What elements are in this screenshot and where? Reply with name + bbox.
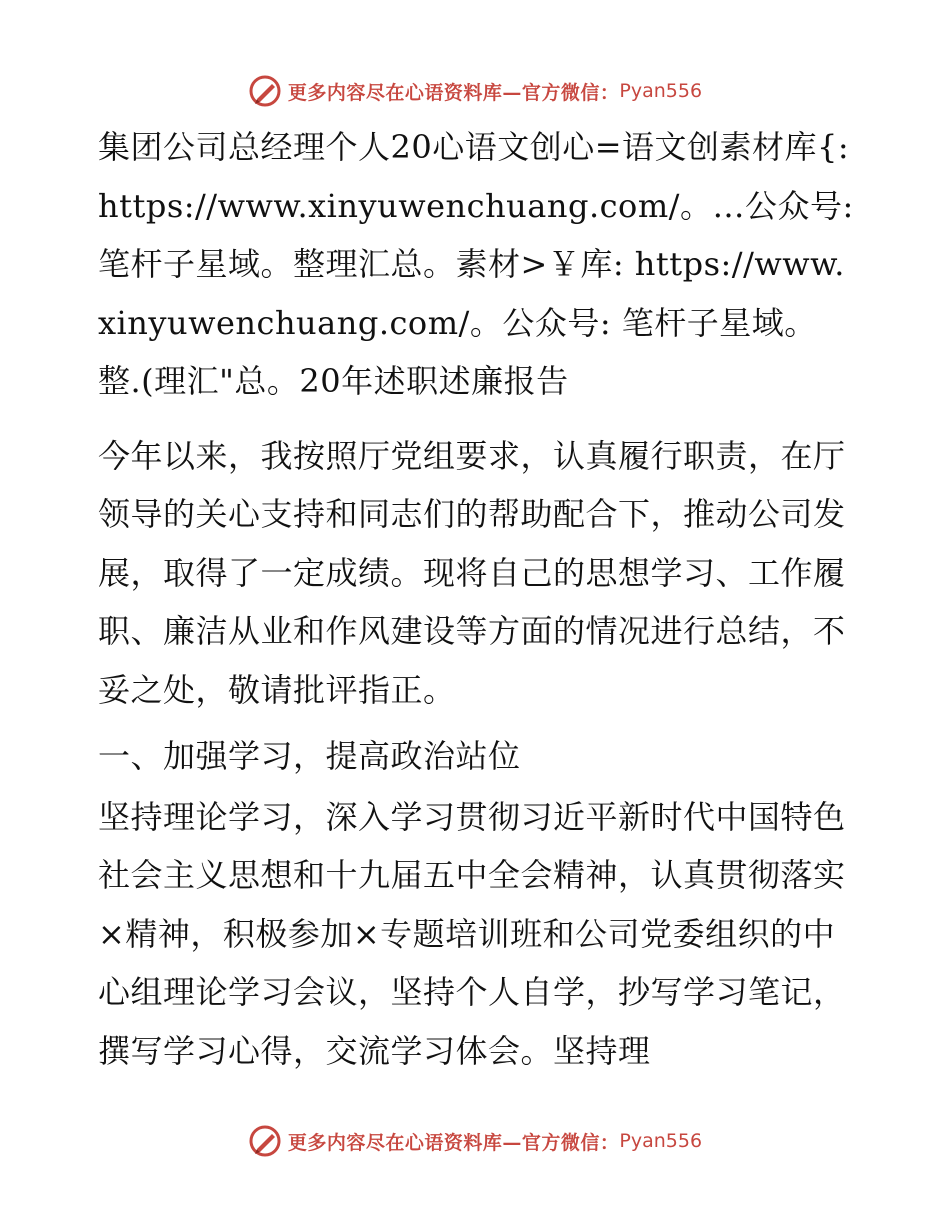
body-paragraph: 坚持理论学习，深入学习贯彻习近平新时代中国特色社会主义思想和十九届五中全会精神，认真贯彻落实×精神，积极参加×专题培训班和公司党委组织的中心组理论学习会议，坚持个人自学，抄写学习笔记，撰写学习心得，交流学习体会。坚持理 — [98, 797, 846, 1070]
watermark-text: 更多内容尽在心语资料库—官方微信： — [287, 1131, 620, 1154]
section-heading: 一、加强学习，提高政治站位 — [98, 737, 521, 775]
pen-logo-icon — [248, 1124, 282, 1158]
watermark-text: 更多内容尽在心语资料库—官方微信： — [287, 81, 620, 104]
document-body — [98, 118, 854, 1080]
watermark-banner-top — [0, 71, 950, 111]
watermark-id: Pyan556 — [619, 1130, 703, 1152]
pen-logo-icon — [248, 74, 282, 108]
watermark-banner-bottom — [0, 1121, 950, 1161]
watermark-id: Pyan556 — [619, 80, 703, 102]
intro-paragraph: 今年以来，我按照厅党组要求，认真履行职责，在厅领导的关心支持和同志们的帮助配合下，推动公司发展，取得了一定成绩。现将自己的思想学习、工作履职、廉洁从业和作风建设等方面的情况进行总结，不妥之处，敬请批评指正。 — [98, 436, 846, 709]
document-title-paragraph: 集团公司总经理个人20心语文创心=语文创素材库{: https://www.xinyuwenchuang.com/。…公众号: 笔杆子星域。整理汇总。素材>￥库: https://www.xinyuwenchuang.com/。公众号: 笔杆子星域。整.(理汇"总。20年述职述廉报告 — [98, 128, 854, 400]
